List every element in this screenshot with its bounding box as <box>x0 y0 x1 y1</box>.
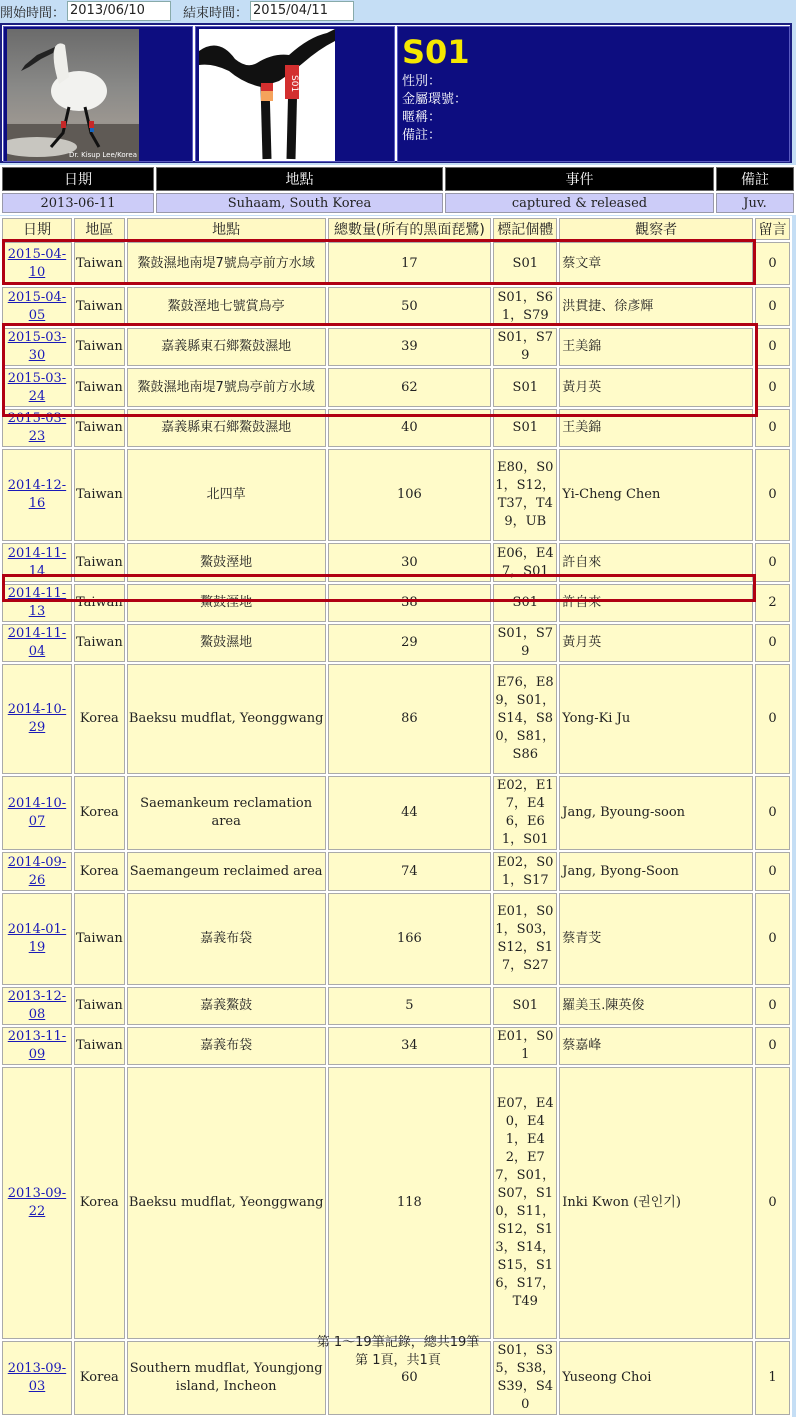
record-tags-cell <box>493 624 557 662</box>
record-count: 86 <box>401 711 418 726</box>
record-date-link[interactable]: 2013-09-22 <box>7 1186 67 1219</box>
col-header-observer[interactable]: 觀察者 <box>559 218 753 240</box>
record-region-cell <box>74 287 125 326</box>
record-tags: S01，S35，S38，S39，S40 <box>495 1343 556 1412</box>
record-location: Baeksu mudflat, Yeonggwang <box>128 711 324 726</box>
record-date-link-cell <box>2 242 72 285</box>
record-date-link[interactable]: 2014-11-13 <box>7 586 67 619</box>
record-region-cell <box>74 449 125 541</box>
record-region-cell <box>74 1067 125 1339</box>
record-comments: 0 <box>768 255 777 271</box>
record-tags: S01 <box>512 595 538 610</box>
record-comments: 0 <box>768 339 777 354</box>
record-region-cell <box>74 776 125 850</box>
record-observer: Yi-Cheng Chen <box>562 487 661 502</box>
record-observer: 羅美玉.陳英俊 <box>562 998 645 1013</box>
record-count: 44 <box>401 805 418 820</box>
record-tags-cell <box>493 449 557 541</box>
record-tags: E80，S01，S12，T37，T49，UB <box>495 460 556 529</box>
record-count-cell <box>328 852 492 891</box>
record-date-link-cell <box>2 584 72 622</box>
summary-header-date: 日期 <box>2 167 154 191</box>
col-header-comments[interactable]: 留言 <box>755 218 790 240</box>
summary-header-event: 事件 <box>445 167 714 191</box>
record-date-link-cell <box>2 893 72 985</box>
record-date-link-cell <box>2 449 72 541</box>
record-observer-cell <box>559 776 753 850</box>
record-tags: E76，E89，S01，S14，S80，S81，S86 <box>495 675 556 762</box>
record-comments: 0 <box>768 1195 777 1210</box>
record-location: 鰲鼓濕地南堤7號鳥亭前方水域 <box>137 379 315 395</box>
band-code: S01 <box>289 75 299 93</box>
record-location: 鰲鼓溼地 <box>200 595 253 610</box>
record-tags: S01，S79 <box>497 626 554 659</box>
sighting-records-table <box>0 216 792 1417</box>
record-region-cell <box>74 1027 125 1065</box>
col-header-region[interactable]: 地區 <box>74 218 125 240</box>
remarks-label: 備註： <box>402 128 442 143</box>
record-location: 北四草 <box>206 487 246 502</box>
record-row <box>2 624 790 662</box>
col-header-location[interactable]: 地點 <box>127 218 326 240</box>
record-count: 106 <box>397 487 422 502</box>
record-region: Taiwan <box>75 255 123 271</box>
record-date-link-cell <box>2 852 72 891</box>
record-observer: 洪貫捷、徐彥輝 <box>562 298 654 314</box>
record-date-link[interactable]: 2015-03-24 <box>7 370 67 404</box>
record-region-cell <box>74 543 125 582</box>
record-count-cell <box>328 664 492 774</box>
record-comments-cell <box>755 409 790 447</box>
record-comments-cell <box>755 368 790 407</box>
record-location-cell <box>127 584 326 622</box>
record-region: Taiwan <box>75 420 123 435</box>
record-tags-cell <box>493 543 557 582</box>
record-location-cell <box>127 852 326 891</box>
record-observer-cell <box>559 328 753 366</box>
leg-band-image <box>199 29 335 161</box>
record-date-link[interactable]: 2013-11-09 <box>7 1029 67 1062</box>
record-count-cell <box>328 328 492 366</box>
summary-location: Suhaam, South Korea <box>156 193 443 213</box>
record-observer-cell <box>559 584 753 622</box>
record-region: Korea <box>79 805 119 820</box>
record-date-link-cell <box>2 664 72 774</box>
record-comments: 0 <box>768 931 777 946</box>
col-header-tags[interactable]: 標記個體 <box>493 218 557 240</box>
record-row <box>2 328 790 366</box>
band-diagram-cell <box>195 26 395 162</box>
record-date-link-cell <box>2 328 72 366</box>
record-region: Korea <box>79 1195 119 1210</box>
record-count: 74 <box>401 863 418 879</box>
record-location: 嘉義縣東石鄉鰲鼓濕地 <box>161 420 292 435</box>
record-count: 29 <box>401 635 418 650</box>
bird-info-list <box>402 73 467 145</box>
record-location-cell <box>127 664 326 774</box>
record-comments: 1 <box>768 1370 777 1385</box>
record-date-link[interactable]: 2014-10-29 <box>7 702 67 735</box>
record-comments-cell <box>755 893 790 985</box>
record-count-cell <box>328 409 492 447</box>
record-tags: S01 <box>512 255 538 271</box>
record-tags: S01 <box>512 420 538 435</box>
summary-header-location: 地點 <box>156 167 443 191</box>
record-observer: 蔡青芠 <box>562 931 602 946</box>
record-tags-cell <box>493 409 557 447</box>
record-row <box>2 242 790 285</box>
record-tags-cell <box>493 987 557 1025</box>
record-comments-cell <box>755 449 790 541</box>
sex-label: 性別： <box>402 74 442 89</box>
record-region-cell <box>74 624 125 662</box>
record-region-cell <box>74 409 125 447</box>
summary-header-row <box>2 167 794 191</box>
record-date-link-cell <box>2 987 72 1025</box>
record-row <box>2 664 790 774</box>
record-comments-cell <box>755 287 790 326</box>
record-row <box>2 776 790 850</box>
record-row <box>2 852 790 891</box>
record-comments-cell <box>755 242 790 285</box>
record-comments-cell <box>755 852 790 891</box>
record-comments-cell <box>755 664 790 774</box>
record-location: Saemankeum reclamation area <box>140 796 313 829</box>
end-time-input[interactable]: 2015/04/11 <box>250 1 354 21</box>
record-tags-cell <box>493 1067 557 1339</box>
record-observer-cell <box>559 1027 753 1065</box>
record-observer-cell <box>559 409 753 447</box>
record-observer-cell <box>559 852 753 891</box>
record-count-cell <box>328 287 492 326</box>
record-date-link[interactable]: 2014-11-04 <box>7 626 67 659</box>
record-observer: 蔡嘉峰 <box>562 1038 602 1053</box>
summary-date: 2013-06-11 <box>2 193 154 213</box>
pagination-footer <box>0 1334 796 1370</box>
record-location: 嘉義布袋 <box>200 1038 253 1053</box>
record-observer: Jang, Byong-Soon <box>562 863 679 879</box>
record-tags-cell <box>493 584 557 622</box>
record-location: 嘉義縣東石鄉鰲鼓濕地 <box>161 339 292 354</box>
start-time-label: 開始時間： <box>0 5 66 21</box>
record-date-link[interactable]: 2015-03-30 <box>7 330 67 363</box>
date-filter-bar <box>0 0 366 22</box>
record-tags-cell <box>493 1027 557 1065</box>
record-observer: 黃月英 <box>562 379 602 395</box>
summary-event: captured & released <box>445 193 714 213</box>
record-location-cell <box>127 242 326 285</box>
record-comments-cell <box>755 987 790 1025</box>
record-comments: 0 <box>768 554 777 570</box>
record-date-link[interactable]: 2013-12-08 <box>7 989 67 1022</box>
record-region-cell <box>74 664 125 774</box>
record-tags: E07，E40，E41，E42，E77，S01，S07，S10，S11，S12，S13，S14，S15，S16，S17，T49 <box>495 1096 556 1309</box>
record-date-link-cell <box>2 1067 72 1339</box>
record-observer: Inki Kwon (권인기) <box>562 1195 681 1210</box>
record-location-cell <box>127 893 326 985</box>
record-region: Taiwan <box>75 298 123 314</box>
record-comments: 0 <box>768 635 777 650</box>
record-date-link[interactable]: 2013-09-03 <box>7 1361 67 1394</box>
record-observer: 王美錦 <box>562 420 602 435</box>
record-region-cell <box>74 852 125 891</box>
record-comments-cell <box>755 543 790 582</box>
record-count: 40 <box>401 420 418 435</box>
record-observer: 蔡文章 <box>562 255 602 271</box>
record-row <box>2 409 790 447</box>
record-row <box>2 584 790 622</box>
record-observer: 王美錦 <box>562 339 602 354</box>
record-count-cell <box>328 1027 492 1065</box>
record-tags-cell <box>493 287 557 326</box>
record-tags: S01 <box>512 998 538 1013</box>
record-observer-cell <box>559 543 753 582</box>
record-observer-cell <box>559 987 753 1025</box>
record-comments: 0 <box>768 805 777 820</box>
record-region: Taiwan <box>75 1038 123 1053</box>
record-tags-cell <box>493 893 557 985</box>
record-observer-cell <box>559 664 753 774</box>
metal-ring-label: 金屬環號： <box>402 92 468 107</box>
record-comments-cell <box>755 1067 790 1339</box>
record-observer: Yuseong Choi <box>562 1370 652 1385</box>
record-comments: 0 <box>768 863 777 879</box>
bird-id-title: S01 <box>402 33 470 71</box>
leg-band-diagram <box>199 29 335 161</box>
record-region: Taiwan <box>75 595 123 610</box>
record-count-cell <box>328 624 492 662</box>
record-comments: 0 <box>768 379 777 395</box>
record-tags: E02，E17，E46，E61，S01 <box>496 778 554 847</box>
summary-row <box>2 193 794 213</box>
record-count-cell <box>328 368 492 407</box>
record-tags-cell <box>493 328 557 366</box>
record-region-cell <box>74 328 125 366</box>
record-comments-cell <box>755 624 790 662</box>
record-count: 30 <box>401 554 418 570</box>
record-tags-cell <box>493 242 557 285</box>
records-header-row <box>2 218 790 240</box>
record-location: 鰲鼓溼地 <box>200 554 253 570</box>
record-region: Taiwan <box>75 379 123 395</box>
record-observer: 許自來 <box>562 554 602 570</box>
record-tags: E01，S01 <box>497 1029 554 1062</box>
record-count-cell <box>328 584 492 622</box>
record-tags: S01 <box>512 379 538 395</box>
record-count: 60 <box>401 1370 418 1385</box>
record-date-link[interactable]: 2014-11-14 <box>7 545 67 579</box>
record-count-cell <box>328 893 492 985</box>
record-row <box>2 1027 790 1065</box>
record-date-link-cell <box>2 409 72 447</box>
record-count: 39 <box>401 339 418 354</box>
record-row <box>2 893 790 985</box>
summary-remarks: Juv. <box>716 193 794 213</box>
summary-header-remarks: 備註 <box>716 167 794 191</box>
record-location-cell <box>127 776 326 850</box>
page-indicator: 第 1頁，共1頁 <box>355 1353 441 1368</box>
record-date-link-cell <box>2 368 72 407</box>
record-location-cell <box>127 287 326 326</box>
record-observer: Jang, Byoung-soon <box>562 805 686 820</box>
record-count: 38 <box>401 595 418 610</box>
record-comments-cell <box>755 328 790 366</box>
record-tags: S01，S61，S79 <box>497 289 554 323</box>
record-date-link[interactable]: 2014-10-07 <box>7 796 67 829</box>
record-comments: 0 <box>768 298 777 314</box>
record-region-cell <box>74 242 125 285</box>
record-date-link[interactable]: 2015-04-10 <box>7 246 67 280</box>
record-tags-cell <box>493 776 557 850</box>
record-comments-cell <box>755 1027 790 1065</box>
record-location-cell <box>127 987 326 1025</box>
start-time-input[interactable]: 2013/06/10 <box>67 1 171 21</box>
record-row <box>2 368 790 407</box>
record-region: Korea <box>79 863 119 879</box>
record-tags: E06，E47，S01 <box>496 545 554 579</box>
record-row <box>2 543 790 582</box>
record-date-link[interactable]: 2015-03-23 <box>7 411 67 444</box>
record-location: Baeksu mudflat, Yeonggwang <box>128 1195 324 1210</box>
record-region: Taiwan <box>75 554 123 570</box>
record-comments-cell <box>755 776 790 850</box>
record-date-link[interactable]: 2014-09-26 <box>7 854 67 888</box>
record-tags-cell <box>493 368 557 407</box>
record-comments: 0 <box>768 1038 777 1053</box>
record-comments: 0 <box>768 487 777 502</box>
record-location-cell <box>127 543 326 582</box>
record-count: 34 <box>401 1038 418 1053</box>
record-observer: 許自來 <box>562 595 602 610</box>
record-row <box>2 449 790 541</box>
record-count: 17 <box>401 255 418 271</box>
record-location-cell <box>127 449 326 541</box>
record-location-cell <box>127 624 326 662</box>
record-location: 嘉義鰲鼓 <box>200 998 253 1013</box>
record-comments: 0 <box>768 420 777 435</box>
record-observer-cell <box>559 242 753 285</box>
bird-info-cell <box>397 26 790 162</box>
banding-summary-table <box>0 165 796 215</box>
record-location-cell <box>127 409 326 447</box>
record-count-cell <box>328 543 492 582</box>
record-comments: 0 <box>768 711 777 726</box>
record-date-link-cell <box>2 543 72 582</box>
record-count: 166 <box>397 931 422 946</box>
record-region: Taiwan <box>75 635 123 650</box>
spoonbill-photo-image <box>7 29 139 161</box>
record-date-link-cell <box>2 776 72 850</box>
record-date-link-cell <box>2 624 72 662</box>
record-location: 嘉義布袋 <box>200 931 253 946</box>
record-count-cell <box>328 987 492 1025</box>
record-region-cell <box>74 987 125 1025</box>
record-tags: E01，S01，S03，S12，S17，S27 <box>495 904 556 973</box>
record-row <box>2 987 790 1025</box>
record-region-cell <box>74 584 125 622</box>
record-tags-cell <box>493 664 557 774</box>
record-comments: 2 <box>768 595 777 610</box>
record-comments: 0 <box>768 998 777 1013</box>
record-tags-cell <box>493 852 557 891</box>
record-location-cell <box>127 368 326 407</box>
record-region: Taiwan <box>75 998 123 1013</box>
record-location: 鰲鼓濕地 <box>200 635 253 650</box>
record-observer-cell <box>559 368 753 407</box>
record-date-link[interactable]: 2015-04-05 <box>7 289 67 323</box>
record-location: 鰲鼓濕地南堤7號鳥亭前方水域 <box>137 255 315 271</box>
record-row <box>2 287 790 326</box>
col-header-count[interactable]: 總數量(所有的黑面琵鷺) <box>328 218 492 240</box>
record-observer: 黃月英 <box>562 635 602 650</box>
record-region-cell <box>74 368 125 407</box>
record-tags: S01，S79 <box>497 330 554 363</box>
record-location: 鰲鼓溼地七號賞鳥亭 <box>167 298 285 314</box>
bird-profile-panel <box>0 23 792 163</box>
record-location-cell <box>127 328 326 366</box>
record-observer: Yong-Ki Ju <box>562 711 631 726</box>
record-count-cell <box>328 1067 492 1339</box>
col-header-date[interactable]: 日期 <box>2 218 72 240</box>
record-observer-cell <box>559 624 753 662</box>
record-count-cell <box>328 776 492 850</box>
end-time-label: 結束時間： <box>183 5 249 21</box>
spoonbill-photo <box>7 29 139 161</box>
record-observer-cell <box>559 1067 753 1339</box>
record-region: Taiwan <box>75 339 123 354</box>
record-date-link[interactable]: 2014-01-19 <box>7 922 67 955</box>
record-count: 118 <box>397 1195 422 1210</box>
record-comments-cell <box>755 584 790 622</box>
photo-credit: Dr. Kisup Lee/Korea <box>69 151 137 159</box>
record-count-cell <box>328 449 492 541</box>
record-region: Korea <box>79 711 119 726</box>
bird-photo-cell <box>3 26 193 162</box>
record-date-link-cell <box>2 287 72 326</box>
records-summary-text: 第 1～19筆記錄，總共19筆 <box>316 1335 480 1350</box>
record-region: Korea <box>79 1370 119 1385</box>
record-date-link[interactable]: 2014-12-16 <box>7 478 67 511</box>
record-date-link-cell <box>2 1027 72 1065</box>
record-location-cell <box>127 1067 326 1339</box>
nickname-label: 暱稱： <box>402 110 442 125</box>
record-location: Southern mudflat, Youngjong island, Incheon <box>129 1361 323 1394</box>
record-row <box>2 1067 790 1339</box>
record-observer-cell <box>559 893 753 985</box>
record-region: Taiwan <box>75 487 123 502</box>
record-region: Taiwan <box>75 931 123 946</box>
record-count-cell <box>328 242 492 285</box>
record-count: 50 <box>401 298 418 314</box>
record-observer-cell <box>559 449 753 541</box>
record-location-cell <box>127 1027 326 1065</box>
record-location: Saemangeum reclaimed area <box>129 863 323 879</box>
record-count: 62 <box>401 379 418 395</box>
record-observer-cell <box>559 287 753 326</box>
record-tags: E02，S01，S17 <box>497 854 554 888</box>
record-region-cell <box>74 893 125 985</box>
record-count: 5 <box>405 998 414 1013</box>
